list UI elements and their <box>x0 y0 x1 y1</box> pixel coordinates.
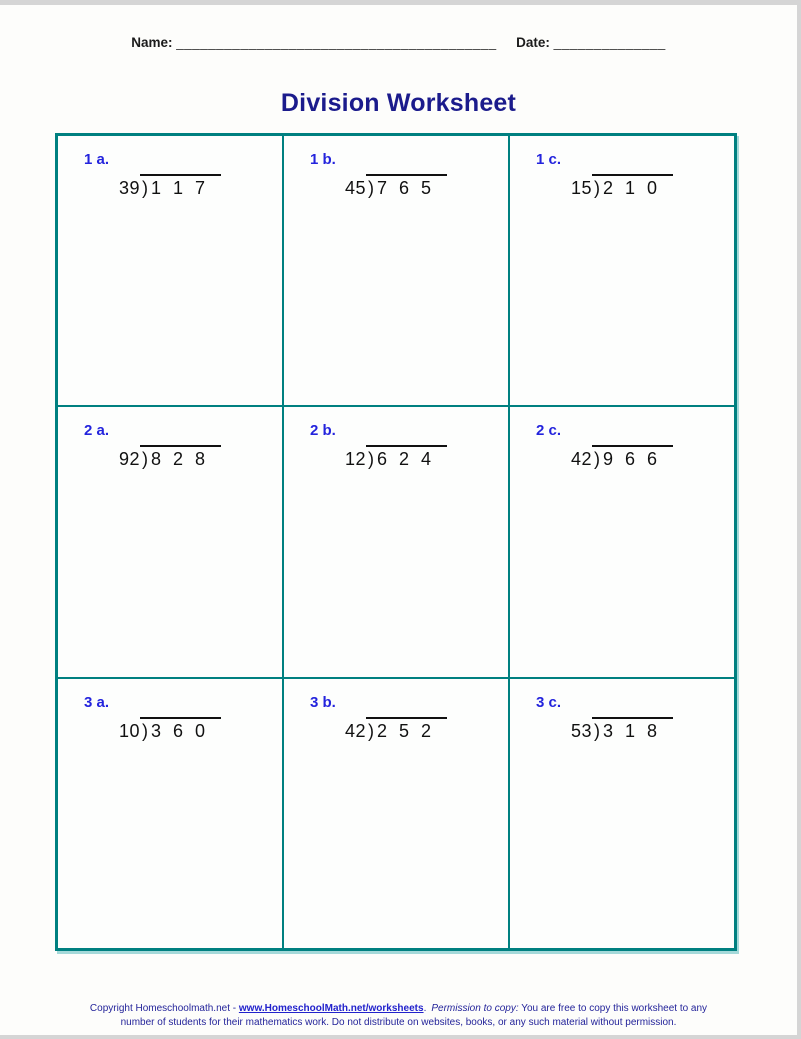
division-bracket: ) <box>367 720 374 741</box>
long-division-problem <box>58 174 282 202</box>
problem-cell-1c <box>509 135 735 406</box>
problem-label: 1 a. <box>84 151 110 168</box>
problem-label: 3 a. <box>84 693 110 711</box>
dividend-under-vinculum <box>592 717 673 745</box>
problem-label: 3 c. <box>536 693 562 711</box>
footer-separator: . <box>423 1003 432 1014</box>
date-label: Date: <box>516 35 550 50</box>
divisor: 39 <box>118 178 140 198</box>
copyright-footer <box>0 1002 797 1030</box>
long-division-problem <box>510 717 734 745</box>
divisor: 12 <box>344 449 366 470</box>
problem-cell-2c <box>509 406 735 677</box>
division-bracket: ) <box>593 178 600 198</box>
problem-cell-3c <box>509 678 735 949</box>
problem-grid <box>55 133 737 951</box>
division-bracket: ) <box>141 720 148 741</box>
problem-cell-1b <box>283 135 509 406</box>
copyright-text: Copyright Homeschoolmath.net - <box>89 1003 239 1014</box>
problem-cell-2b <box>283 406 509 677</box>
permission-to-copy-label: Permission to copy: <box>431 1003 519 1014</box>
long-division-problem <box>510 445 734 473</box>
dividend-digits: 7 6 5 <box>376 178 432 198</box>
divisor: 10 <box>118 720 140 741</box>
long-division-problem <box>58 717 282 745</box>
problem-label: 2 a. <box>84 422 110 440</box>
problem-label: 1 c. <box>536 151 562 168</box>
division-bracket: ) <box>367 178 374 198</box>
dividend-under-vinculum <box>366 717 447 745</box>
dividend-digits: 3 1 8 <box>602 720 658 741</box>
divisor: 53 <box>570 720 592 741</box>
division-bracket: ) <box>141 449 148 470</box>
long-division-problem <box>284 717 508 745</box>
dividend-under-vinculum <box>366 445 447 473</box>
problem-cell-3b <box>283 678 509 949</box>
long-division-problem <box>284 445 508 473</box>
page-title: Division Worksheet <box>280 89 517 117</box>
division-bracket: ) <box>141 178 148 198</box>
name-label: Name: <box>131 35 173 50</box>
dividend-digits: 9 6 6 <box>602 449 658 470</box>
name-blank-line: ________________________________________ <box>176 35 497 50</box>
division-bracket: ) <box>593 449 600 470</box>
permission-text: You are free to copy this worksheet to any number of students for their mathematics work. Do not distribute on websites, books, or any such material without permission. <box>120 1003 708 1028</box>
division-bracket: ) <box>593 720 600 741</box>
long-division-problem <box>58 445 282 473</box>
date-blank-line: ______________ <box>553 35 666 50</box>
dividend-under-vinculum <box>140 717 221 745</box>
name-date-header <box>0 35 797 50</box>
dividend-digits: 2 1 0 <box>602 178 658 198</box>
homeschoolmath-link[interactable]: www.HomeschoolMath.net/worksheets <box>238 1003 424 1014</box>
problem-cell-1a <box>57 135 283 406</box>
problem-label: 1 b. <box>310 151 336 168</box>
division-bracket: ) <box>367 449 374 470</box>
dividend-under-vinculum <box>140 445 221 473</box>
problem-label: 2 b. <box>310 422 336 440</box>
dividend-digits: 3 6 0 <box>150 720 206 741</box>
problem-cell-2a <box>57 406 283 677</box>
divisor: 42 <box>570 449 592 470</box>
problem-label: 2 c. <box>536 422 562 440</box>
dividend-under-vinculum <box>366 174 447 202</box>
problem-label: 3 b. <box>310 693 336 711</box>
long-division-problem <box>510 174 734 202</box>
divisor: 45 <box>344 178 366 198</box>
dividend-digits: 6 2 4 <box>376 449 432 470</box>
divisor: 42 <box>344 720 366 741</box>
dividend-under-vinculum <box>592 445 673 473</box>
divisor: 92 <box>118 449 140 470</box>
dividend-under-vinculum <box>592 174 673 202</box>
divisor: 15 <box>570 178 592 198</box>
dividend-digits: 2 5 2 <box>376 720 432 741</box>
long-division-problem <box>284 174 508 202</box>
problem-cell-3a <box>57 678 283 949</box>
dividend-digits: 1 1 7 <box>150 178 206 198</box>
dividend-digits: 8 2 8 <box>150 449 206 470</box>
dividend-under-vinculum <box>140 174 221 202</box>
